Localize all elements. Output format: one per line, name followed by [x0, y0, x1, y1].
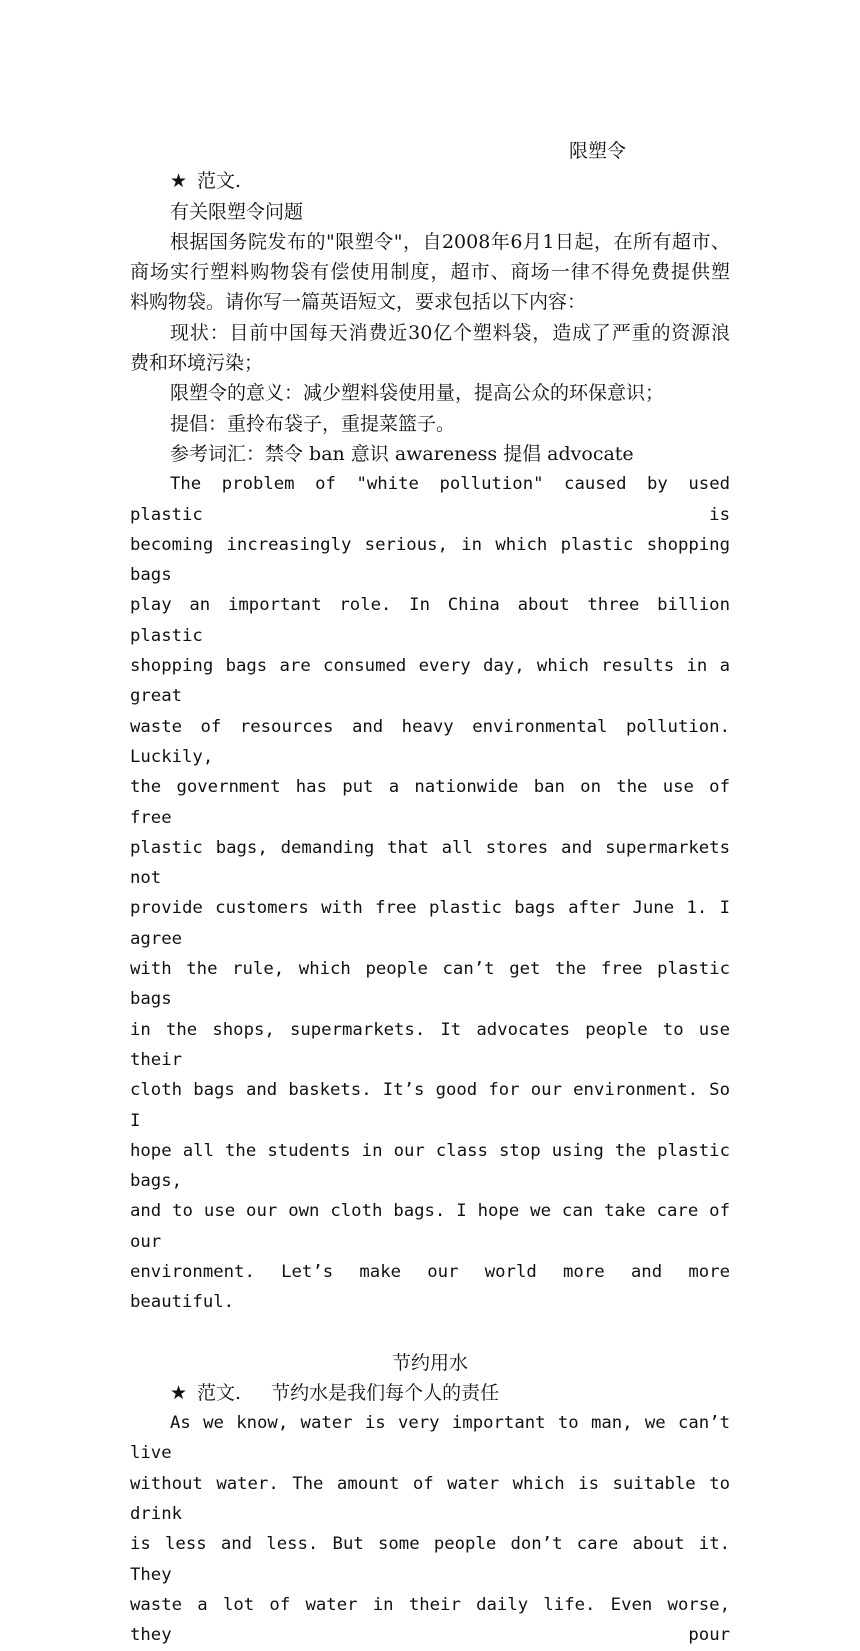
essay-line: with the rule, which people can’t get the free plastic bags	[130, 959, 730, 1010]
essay-line: is less and less. But some people don’t care about it. They	[130, 1534, 730, 1585]
essay-line: hope all the students in our class stop using the plastic bags,	[130, 1140, 730, 1192]
document-body	[130, 136, 730, 1651]
section2-label-line	[130, 1378, 730, 1408]
section2-english-essay	[130, 1408, 730, 1650]
cn-paragraph-line: 现状：目前中国每天消费近30亿个塑料袋，造成了严重的资源浪	[170, 321, 730, 344]
cn-paragraph-line: 提倡：重拎布袋子，重提菜篮子。	[170, 412, 456, 435]
star-icon: ★	[170, 170, 188, 193]
cn-paragraph-line: 限塑令的意义：减少塑料袋使用量，提高公众的环保意识；	[170, 382, 665, 405]
essay-line: in the shops, supermarkets. It advocates people to use their	[130, 1019, 730, 1070]
essay-line: the government has put a nationwide ban on the use of free	[130, 777, 730, 828]
essay-line: waste of resources and heavy environmental pollution. Luckily,	[130, 716, 730, 767]
essay-line: provide customers with free plastic bags after June 1. I agree	[130, 898, 730, 949]
essay-line: plastic bags, demanding that all stores and supermarkets not	[130, 837, 730, 889]
section1-label-line	[130, 166, 730, 196]
essay-line: waste a lot of water in their daily life. Even worse, they pour	[130, 1594, 730, 1646]
essay-line: shopping bags are consumed every day, which results in a great	[130, 656, 730, 707]
section1-label: 范文.	[197, 170, 242, 193]
cn-paragraph-line: 费和环境污染；	[130, 352, 264, 375]
section1-subtitle: 有关限塑令问题	[170, 200, 304, 223]
essay-line: The problem of "white pollution" caused by used plastic is	[130, 474, 730, 525]
section1-english-essay	[130, 469, 730, 1317]
essay-line: becoming increasingly serious, in which plastic shopping bags	[130, 534, 730, 586]
section2-title: 节约用水	[391, 1351, 468, 1374]
star-icon: ★	[170, 1381, 188, 1404]
cn-paragraph-line: 商场实行塑料购物袋有偿使用制度，超市、商场一律不得免费提供塑	[130, 261, 730, 284]
section2-label: 范文.	[197, 1381, 242, 1404]
essay-line: play an important role. In China about three billion plastic	[130, 595, 730, 646]
essay-line: without water. The amount of water which is suitable to drink	[130, 1473, 730, 1525]
section1-title: 限塑令	[568, 140, 626, 162]
essay-line: environment. Let’s make our world more and more beautiful.	[130, 1261, 730, 1313]
cn-paragraph-line: 料购物袋。请你写一篇英语短文，要求包括以下内容：	[130, 291, 587, 314]
essay-line: cloth bags and baskets. It’s good for our environment. So I	[130, 1080, 730, 1131]
cn-vocab-line: 参考词汇：禁令 ban 意识 awareness 提倡 advocate	[170, 442, 634, 465]
section2-subtitle: 节约水是我们每个人的责任	[271, 1381, 500, 1404]
essay-line: and to use our own cloth bags. I hope we can take care of our	[130, 1201, 730, 1252]
essay-line: As we know, water is very important to man, we can’t live	[130, 1413, 730, 1464]
cn-paragraph-line: 根据国务院发布的"限塑令"，自2008年6月1日起，在所有超市、	[170, 230, 730, 253]
